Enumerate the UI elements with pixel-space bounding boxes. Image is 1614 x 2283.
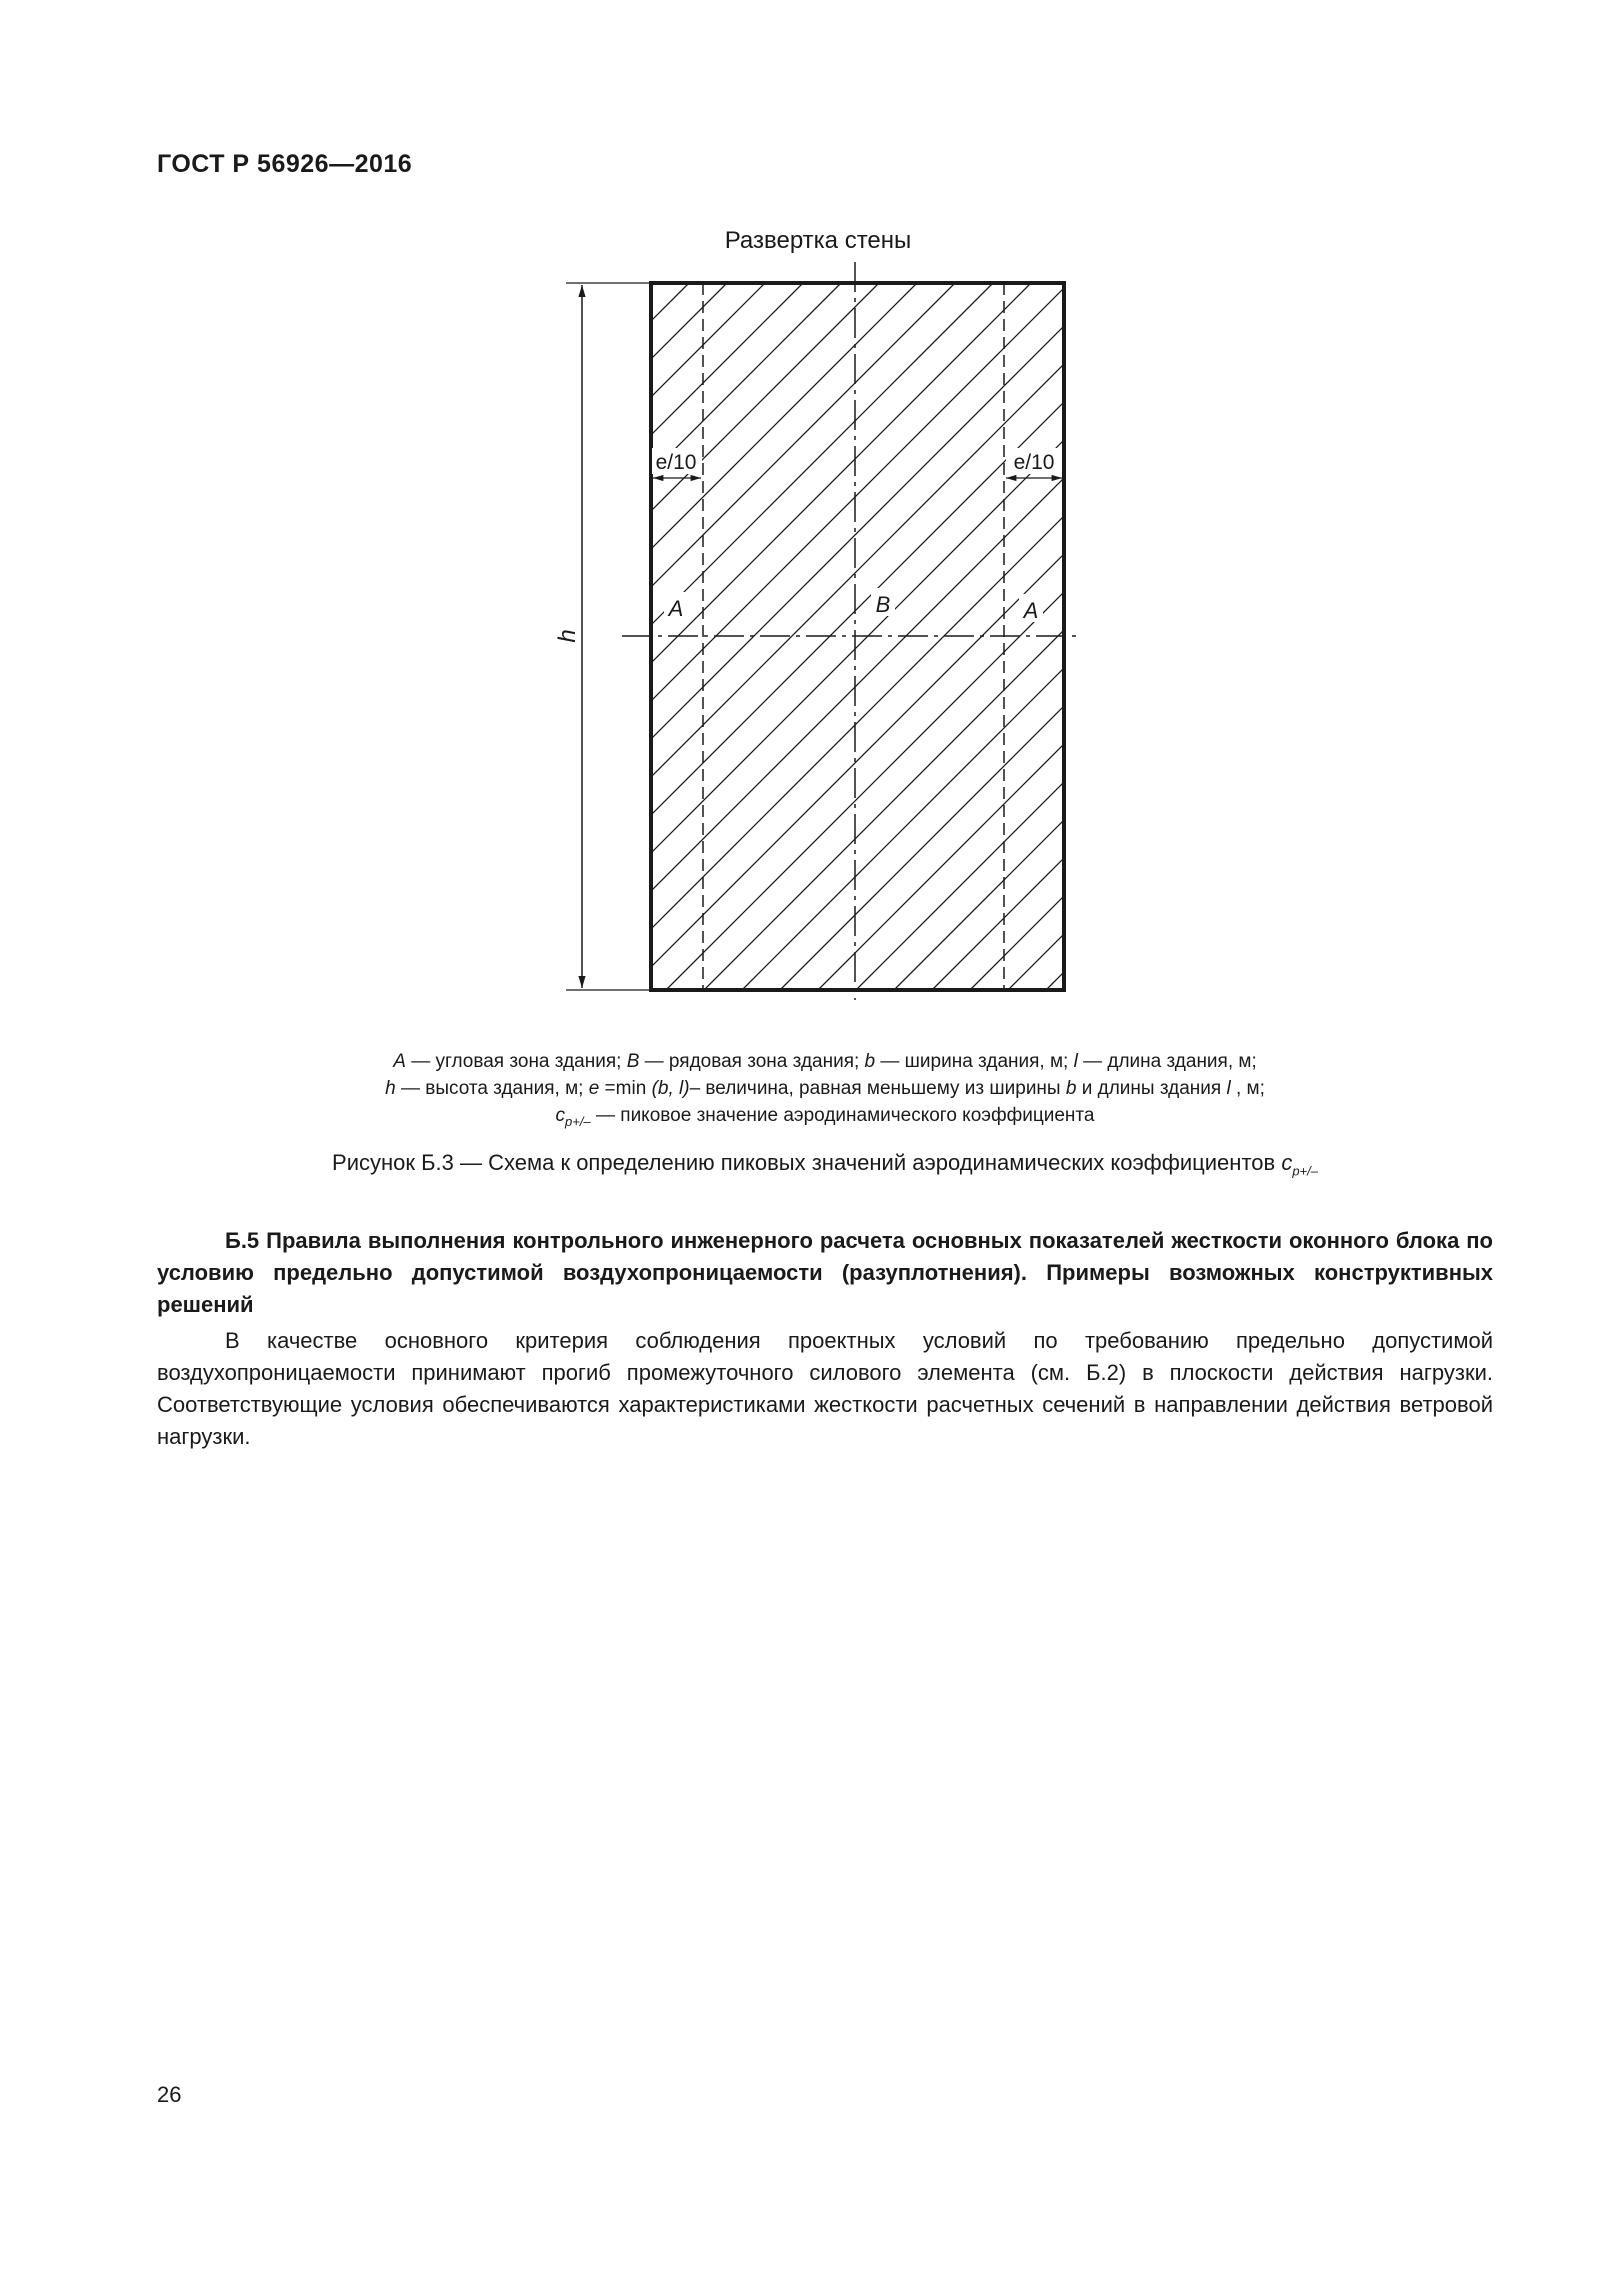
document-header: ГОСТ Р 56926—2016	[157, 150, 413, 178]
wall-development-figure	[0, 0, 1614, 1040]
e10-left-label: e/10	[655, 451, 697, 474]
hatch-line	[932, 283, 1614, 990]
legend-a-text: — угловая зона здания;	[405, 1051, 627, 1072]
hatch-line	[1084, 283, 1614, 990]
legend-length-symbol: l	[1073, 1051, 1078, 1072]
figure-top-label: Развертка стены	[724, 227, 912, 254]
legend-c-subscript: p+/–	[565, 1113, 591, 1129]
legend-line-1	[157, 1048, 1493, 1075]
hatch-line	[970, 283, 1614, 990]
legend-line-2	[157, 1075, 1493, 1102]
legend-width-text: — ширина здания, м;	[875, 1051, 1074, 1072]
legend-b2-symbol: b	[1065, 1078, 1077, 1099]
hatch-line	[1046, 283, 1614, 990]
figure-title-symbol: c	[1281, 1150, 1293, 1175]
legend-h-symbol: h	[385, 1078, 396, 1099]
legend-e-args: (b, l)	[651, 1078, 690, 1099]
e10-right-label: e/10	[1013, 451, 1055, 474]
zone-b-label: B	[875, 592, 891, 617]
hatch-line	[0, 283, 689, 990]
zone-a-right-label: A	[1023, 598, 1039, 623]
figure-legend	[157, 1048, 1493, 1135]
legend-c-symbol: c	[555, 1105, 566, 1126]
zone-a-left-label: A	[668, 596, 684, 621]
legend-e-text-2: – величина, равная меньшему из ширины	[689, 1078, 1066, 1099]
legend-e-text: =min	[599, 1078, 652, 1099]
legend-e-text-4: , м;	[1230, 1078, 1265, 1099]
legend-e-symbol: e	[588, 1078, 600, 1099]
hatch-line	[20, 283, 727, 990]
figure-title-subscript: p+/–	[1292, 1163, 1318, 1179]
section-heading: Б.5 Правила выполнения контрольного инженерного расчета основных показателей жесткости оконного блока по условию предельно допустимой воздухопроницаемости (разуплотнения). Примеры возможных конструктивных решений	[157, 1228, 1493, 1317]
height-dimension-label: h	[554, 629, 581, 643]
legend-a-symbol: A	[393, 1051, 406, 1072]
hatch-line	[1008, 283, 1614, 990]
page-number: 26	[157, 2082, 182, 2107]
legend-e-text-3: и длины здания	[1076, 1078, 1227, 1099]
legend-width-symbol: b	[864, 1051, 876, 1072]
figure-title	[157, 1150, 1493, 1178]
legend-l2-symbol: l	[1226, 1078, 1231, 1099]
legend-b-text: — рядовая зона здания;	[639, 1051, 865, 1072]
legend-b-symbol: B	[626, 1051, 640, 1072]
body-paragraph: В качестве основного критерия соблюдения проектных условий по требованию предельно допустимой воздухопроницаемости принимают прогиб промежуточного силового элемента (см. Б.2) в плоскости действия нагрузки. Соответствующие условия обеспечиваются характеристиками жесткости расчетных сечений в направлении действия ветровой нагрузки.	[157, 1328, 1493, 1449]
figure-title-text: Рисунок Б.3 — Схема к определению пиковых значений аэродинамических коэффициентов	[332, 1150, 1282, 1175]
legend-line-3	[157, 1102, 1493, 1135]
legend-length-text: — длина здания, м;	[1077, 1051, 1257, 1072]
legend-h-text: — высота здания, м;	[395, 1078, 589, 1099]
legend-c-text: — пиковое значение аэродинамического коэффициента	[590, 1105, 1095, 1126]
